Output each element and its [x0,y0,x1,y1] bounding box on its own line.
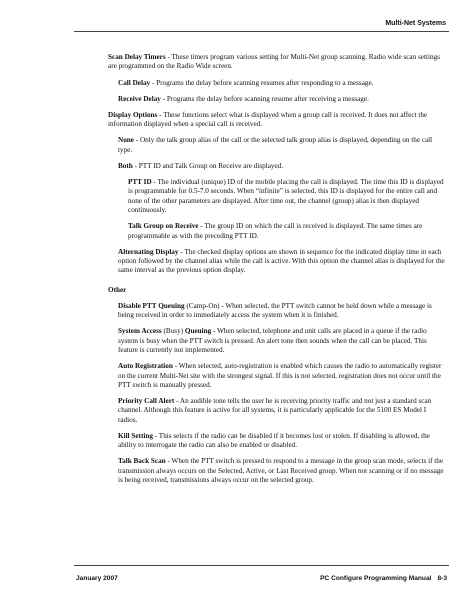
term: Call Delay [118,78,151,87]
description: - When selected, auto-registration is enabled which causes the radio to automatically register on the current Multi-Net site with the strongest signal. If this is not selected, registration does not occur until the PTT switch is manually pressed. [118,362,442,389]
both-paragraph [118,162,447,171]
description: - When the PTT switch is pressed to respond to a message in the group scan mode, selects if the transmission always occurs on the Selected, Active, or Last Received group. When not scanning or if no message is being received, transmissions always occur on the selected group. [118,457,444,485]
term: Talk Group on Receive [128,222,199,231]
description: - These timers program various setting for Multi-Net group scanning. Radio wide scan settings are programmed on the Radio Wide screen. [108,53,440,71]
term: Auto Registration [118,362,173,371]
talk-group-on-receive-paragraph [128,222,447,241]
scan-delay-timers-paragraph [108,53,447,72]
description: - This selects if the radio can be disabled if it becomes lost or stolen. If disabling is allowed, the ability to interrogate the radio can also be enabled or disabled. [118,431,430,450]
auto-registration-paragraph [118,362,447,390]
description: - Programs the delay before scanning resumes after responding to a message. [150,78,374,87]
footer-manual-info [320,575,447,582]
description: - The individual (unique) ID of the mobile placing the call is displayed. The time this ID is displayed is programmable for 0.5-7.0 seconds. When “infinite” is selected, this ID is displayed for the entire call and none of the other parameters are displayed. After time out, the channel (group) alias is then displayed continuously. [128,177,444,214]
description: (Camp-On) - When selected, the PTT switch cannot be held down while a message is being received in order to immediately access the system when it is finished. [118,301,432,320]
term-qualifier: (Busy) [161,327,185,336]
description: - PTT ID and Talk Group on Receive are displayed. [132,161,284,170]
description: - An audible tone tells the user he is receiving priority traffic and not just a standard scan channel. Although this feature is active for all systems, it is particularly applicable for the 5100 ES Model I radios. [118,397,432,424]
description: - Only the talk group alias of the call or the selected talk group alias is displayed, depending on the call type. [118,136,433,154]
receive-delay-paragraph [118,95,447,104]
disable-ptt-queuing-paragraph [118,302,447,321]
description: - Programs the delay before scanning resume after receiving a message. [160,94,369,103]
term: Queuing [184,327,212,336]
term: Kill Setting [118,431,153,440]
none-paragraph [118,136,447,155]
priority-call-alert-paragraph [118,397,447,425]
term: Talk Back Scan [118,457,166,466]
description: - These functions select what is displayed when a group call is received. It does not affect the information displayed when a special call is received. [108,110,428,129]
other-heading: Other [108,285,127,294]
term: Receive Delay [118,94,161,103]
term: System Access [118,327,162,336]
body-text [108,53,447,492]
talk-back-scan-paragraph [118,457,447,485]
term: None [118,136,134,145]
display-options-paragraph [108,111,447,130]
alternating-display-paragraph [118,248,447,276]
header-rule [74,31,449,32]
description: - The group ID on which the call is received is displayed. The same times are programmable as with the preceding PTT ID. [128,222,423,240]
term: Scan Delay Timers [108,53,166,61]
description: - When selected, telephone and unit calls are placed in a queue if the radio system is busy when the PTT switch is pressed. An alert tone then sounds when the call can be placed. This feature is currently not implemented. [118,327,427,355]
footer-rule [74,565,449,566]
call-delay-paragraph [118,79,447,88]
description: - The checked display options are shown in sequence for the indicated display time in each option followed by the channel alias while the call is active. With this option the channel alias is displayed for the same interval as the previous option display. [118,247,445,275]
term: Both [118,161,133,170]
term: Disable PTT Queuing [118,301,185,310]
term: Alternating Display [118,247,179,256]
system-access-queuing-paragraph [118,327,447,355]
ptt-id-paragraph [128,178,447,216]
term: Display Options [108,110,158,119]
running-header: Multi-Net Systems [385,20,446,27]
footer-date: January 2007 [76,575,118,582]
kill-setting-paragraph [118,432,447,451]
term: Priority Call Alert [118,397,175,406]
footer-manual-title: PC Configure Programming Manual [320,575,432,582]
page-number: 8-3 [437,575,447,582]
term: PTT ID [128,177,152,186]
